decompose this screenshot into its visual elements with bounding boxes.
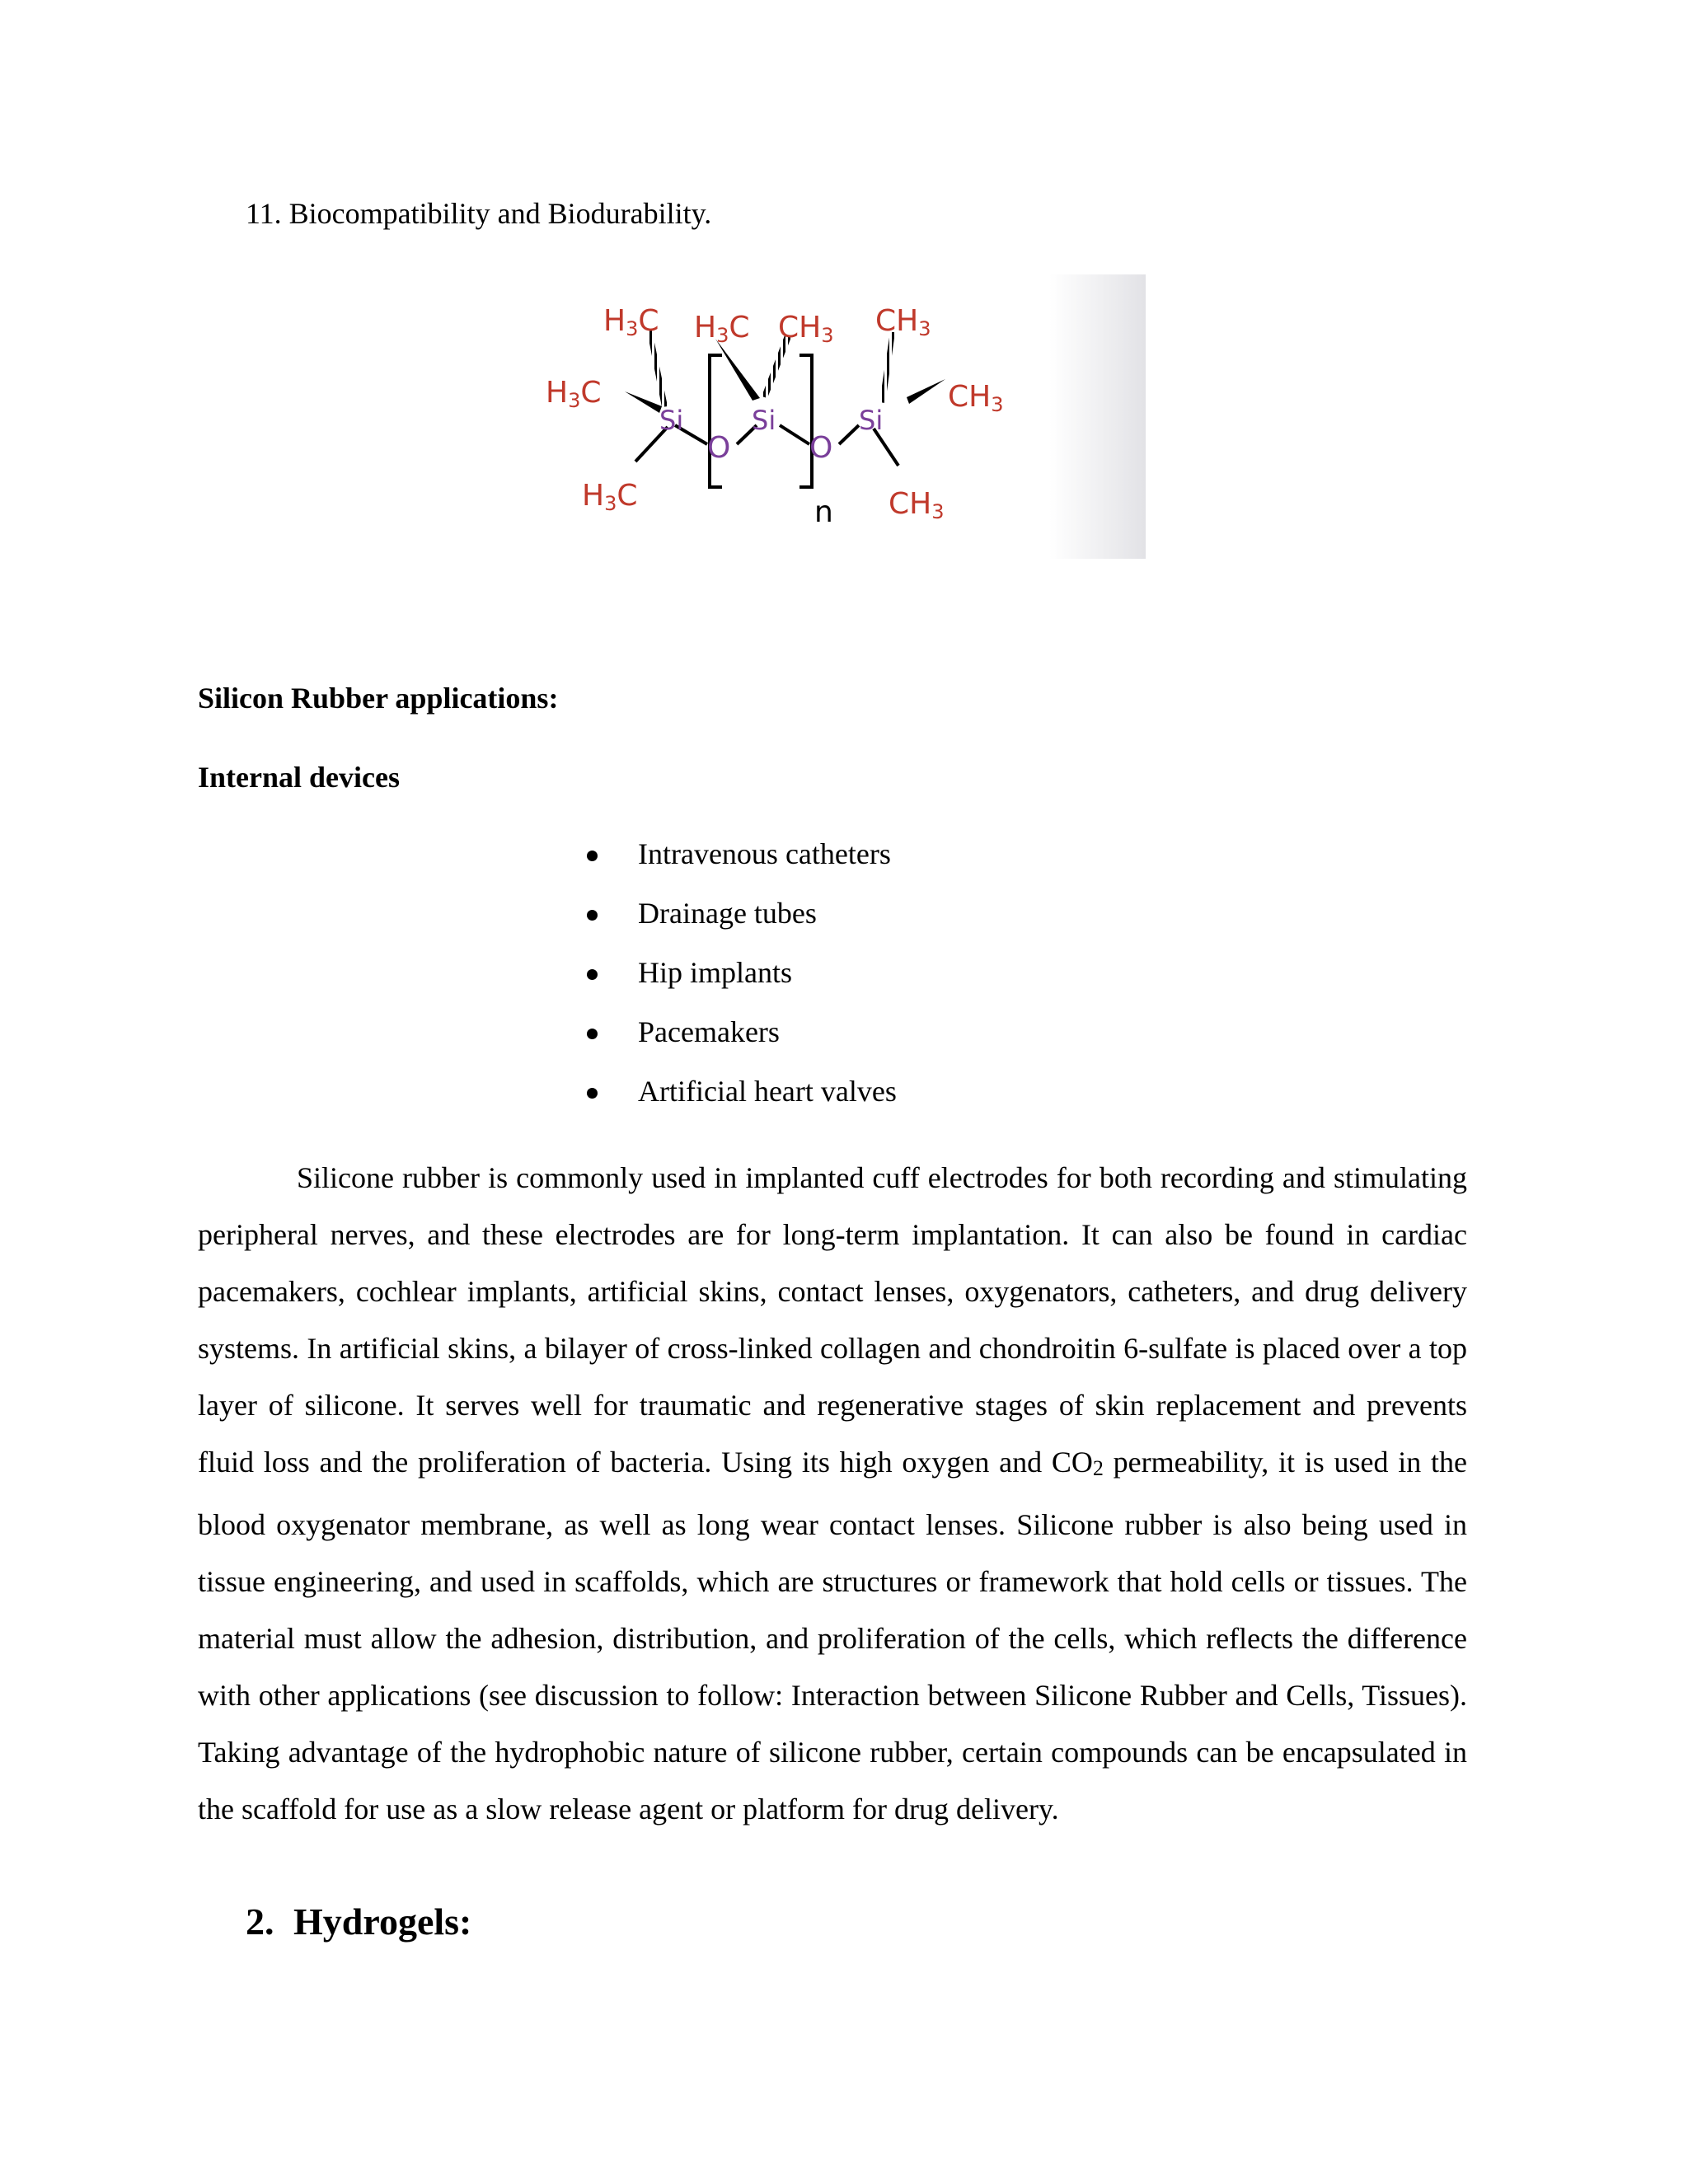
section-title: Hydrogels: bbox=[293, 1900, 472, 1943]
bullet-icon bbox=[587, 910, 598, 921]
bullet-icon bbox=[587, 851, 598, 861]
paragraph-text-part1: Silicone rubber is commonly used in implanted cuff electrodes for both recording and stimulating peripheral nerves, and these electrodes are for long-term implantation. It can also be found in cardiac pacemakers, cochlear implants, artificial skins, contact lenses, oxygenators, catheters, and drug delivery systems. In artificial skins, a bilayer of cross-linked collagen and chondroitin 6-sulfate is placed over a top layer of silicone. It serves well for traumatic and regenerative stages of skin replacement and prevents fluid loss and the proliferation of bacteria. Using its high oxygen and CO bbox=[198, 1161, 1467, 1479]
label-h3c-top-middle: H3C bbox=[694, 311, 750, 347]
bond-o2-si3 bbox=[839, 425, 859, 444]
pdms-structure-figure bbox=[546, 274, 1146, 559]
label-n-subscript: n bbox=[814, 495, 833, 529]
bullet-icon bbox=[587, 969, 598, 980]
subscript-2: 2 bbox=[1092, 1456, 1104, 1480]
label-si-left: Si bbox=[659, 405, 684, 436]
bond-si2-o2 bbox=[780, 425, 809, 444]
internal-devices-list bbox=[587, 832, 897, 1129]
label-ch3-top-middle: CH3 bbox=[778, 311, 834, 347]
label-h3c-top-left: H3C bbox=[603, 304, 659, 340]
label-ch3-bottom-right: CH3 bbox=[889, 487, 945, 523]
bullet-icon bbox=[587, 1029, 598, 1039]
label-o-right: O bbox=[809, 431, 833, 465]
label-si-right: Si bbox=[859, 405, 884, 436]
label-ch3-right: CH3 bbox=[948, 380, 1004, 416]
body-paragraph bbox=[198, 1150, 1467, 1838]
list-item: Hip implants bbox=[587, 951, 897, 1010]
list-item: Drainage tubes bbox=[587, 892, 897, 951]
label-h3c-bottom-left: H3C bbox=[582, 479, 638, 515]
paragraph-text-part2: permeability, it is used in the blood oxygenator membrane, as well as long wear contact lenses. Silicone rubber is also being used in tissue engineering, and used in scaffolds, which are structures or framework that hold cells or tissues. The material must allow the adhesion, distribution, and proliferation of the cells, which reflects the difference with other applications (see discussion to follow: Interaction between Silicone Rubber and Cells, Tissues). Taking advantage of the hydrophobic nature of silicone rubber, certain compounds can be encapsulated in the scaffold for use as a slow release agent or platform for drug delivery. bbox=[198, 1446, 1467, 1825]
bullet-icon bbox=[587, 1088, 598, 1099]
subheading: Internal devices bbox=[198, 761, 400, 794]
list-item: Artificial heart valves bbox=[587, 1070, 897, 1129]
list-item: Pacemakers bbox=[587, 1010, 897, 1070]
label-si-middle: Si bbox=[752, 405, 776, 436]
bracket-left bbox=[710, 355, 722, 487]
label-ch3-top-right: CH3 bbox=[875, 304, 931, 340]
hash-si3-ch3-top bbox=[879, 332, 895, 403]
bracket-right bbox=[799, 355, 812, 487]
wedge-si1-ch3-left bbox=[625, 391, 662, 413]
label-o-left: O bbox=[707, 431, 731, 465]
list-item: Intravenous catheters bbox=[587, 832, 897, 892]
label-h3c-left: H3C bbox=[546, 376, 602, 412]
section-heading: Silicon Rubber applications: bbox=[198, 682, 559, 715]
list-item-11: 11. Biocompatibility and Biodurability. bbox=[246, 197, 712, 230]
wedge-si3-ch3-right bbox=[907, 379, 945, 404]
hash-si2-ch3-top bbox=[762, 335, 791, 398]
next-section-heading bbox=[246, 1900, 471, 1943]
wedge-si2-ch3-top bbox=[715, 339, 760, 401]
pdms-structure-diagram bbox=[546, 274, 1146, 559]
hash-si1-ch3-top bbox=[647, 330, 668, 407]
section-number: 2. bbox=[246, 1900, 274, 1943]
